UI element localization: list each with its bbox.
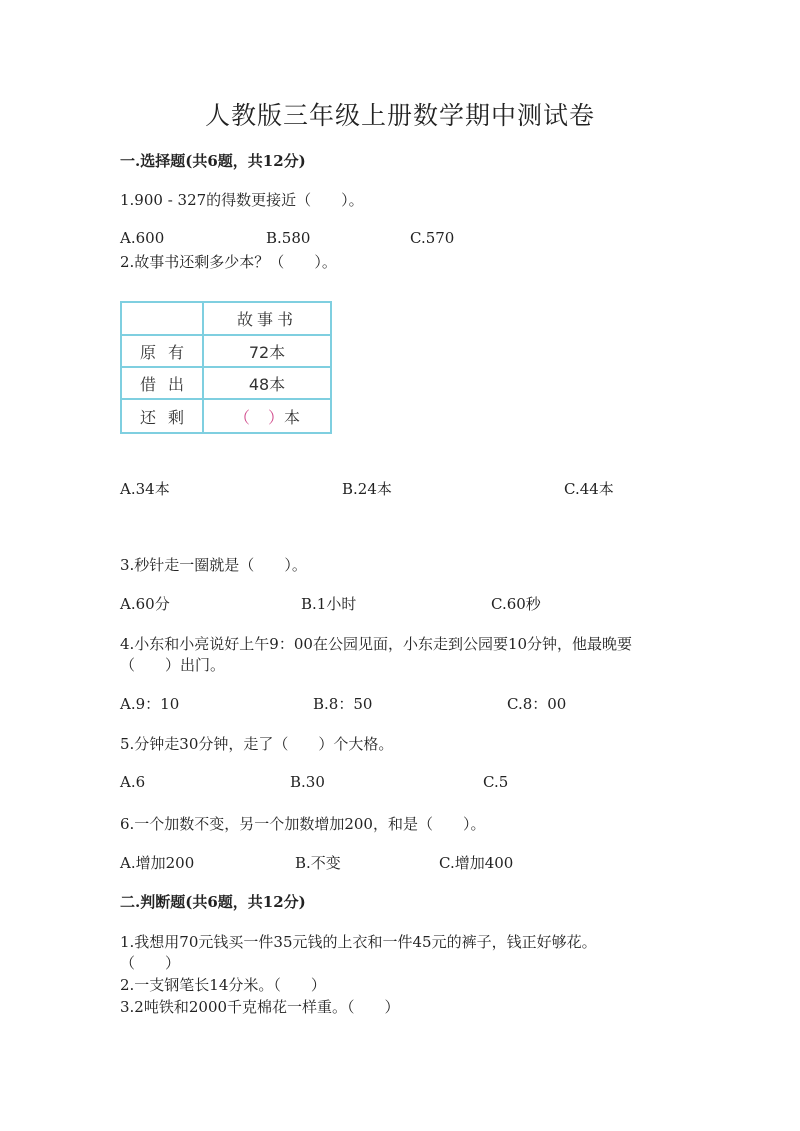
blank-paren-close: ） [267,407,284,427]
question-1-option-b: B.580 [266,229,311,247]
question-4-option-c: C.8：00 [507,695,567,713]
question-5-option-c: C.5 [483,773,509,791]
question-5-stem: 5.分钟走30分钟，走了（ ）个大格。 [120,735,394,753]
question-3-stem: 3.秒针走一圈就是（ ）。 [120,556,307,574]
question-5-option-a: A.6 [120,773,146,791]
table-row-value: 48本 [248,374,286,394]
story-book-table [120,301,332,434]
question-6-stem: 6.一个加数不变，另一个加数增加200，和是（ ）。 [120,815,486,833]
question-4-stem-line2: （ ）出门。 [120,656,226,674]
question-2-option-b: B.24本 [342,480,392,498]
question-5-option-b: B.30 [290,773,325,791]
question-4-option-a: A.9：10 [120,695,180,713]
question-4-stem-line1: 4.小东和小亮说好上午9：00在公园见面，小东走到公园要10分钟，他最晚要 [120,635,633,653]
question-6-option-a: A.增加200 [120,854,195,872]
table-row [122,366,330,398]
question-1-stem: 1.900 - 327的得数更接近（ ）。 [120,191,364,209]
question-4-option-b: B.8：50 [313,695,373,713]
table-row-label: 借出 [122,368,204,398]
table-row-label: 原有 [122,336,204,366]
table-row [122,398,330,432]
judgment-1-stem-line2: （ ） [120,954,181,972]
judgment-1-stem-line1: 1.我想用70元钱买一件35元钱的上衣和一件45元的裤子，钱正好够花。 [120,933,597,951]
question-6-option-b: B.不变 [295,854,341,872]
section-heading-judgment: 二.判断题(共6题，共12分) [120,893,306,911]
judgment-3-stem: 3.2吨铁和2000千克棉花一样重。（ ） [120,998,400,1016]
table-row-value [204,400,330,432]
question-3-option-c: C.60秒 [491,595,541,613]
question-1-option-a: A.600 [120,229,165,247]
section-heading-choice: 一.选择题(共6题，共12分) [120,152,306,170]
blank-paren-open: （ [233,407,250,427]
judgment-2-stem: 2.一支钢笔长14分米。（ ） [120,976,326,994]
question-3-option-a: A.60分 [120,595,170,613]
question-3-option-b: B.1小时 [301,595,357,613]
table-row [122,334,330,366]
table-row-value: 72本 [248,342,286,362]
blank-unit: 本 [284,407,301,427]
question-1-option-c: C.570 [410,229,455,247]
question-6-option-c: C.增加400 [439,854,514,872]
question-2-option-c: C.44本 [564,480,614,498]
table-row [122,303,330,334]
question-2-option-a: A.34本 [120,480,170,498]
question-2-stem: 2.故事书还剩多少本？（ ）。 [120,253,337,271]
page-title: 人教版三年级上册数学期中测试卷 [204,101,595,130]
table-row-label: 还剩 [122,400,204,432]
table-header-cell: 故事书 [236,310,297,329]
table-corner-cell [122,303,204,334]
